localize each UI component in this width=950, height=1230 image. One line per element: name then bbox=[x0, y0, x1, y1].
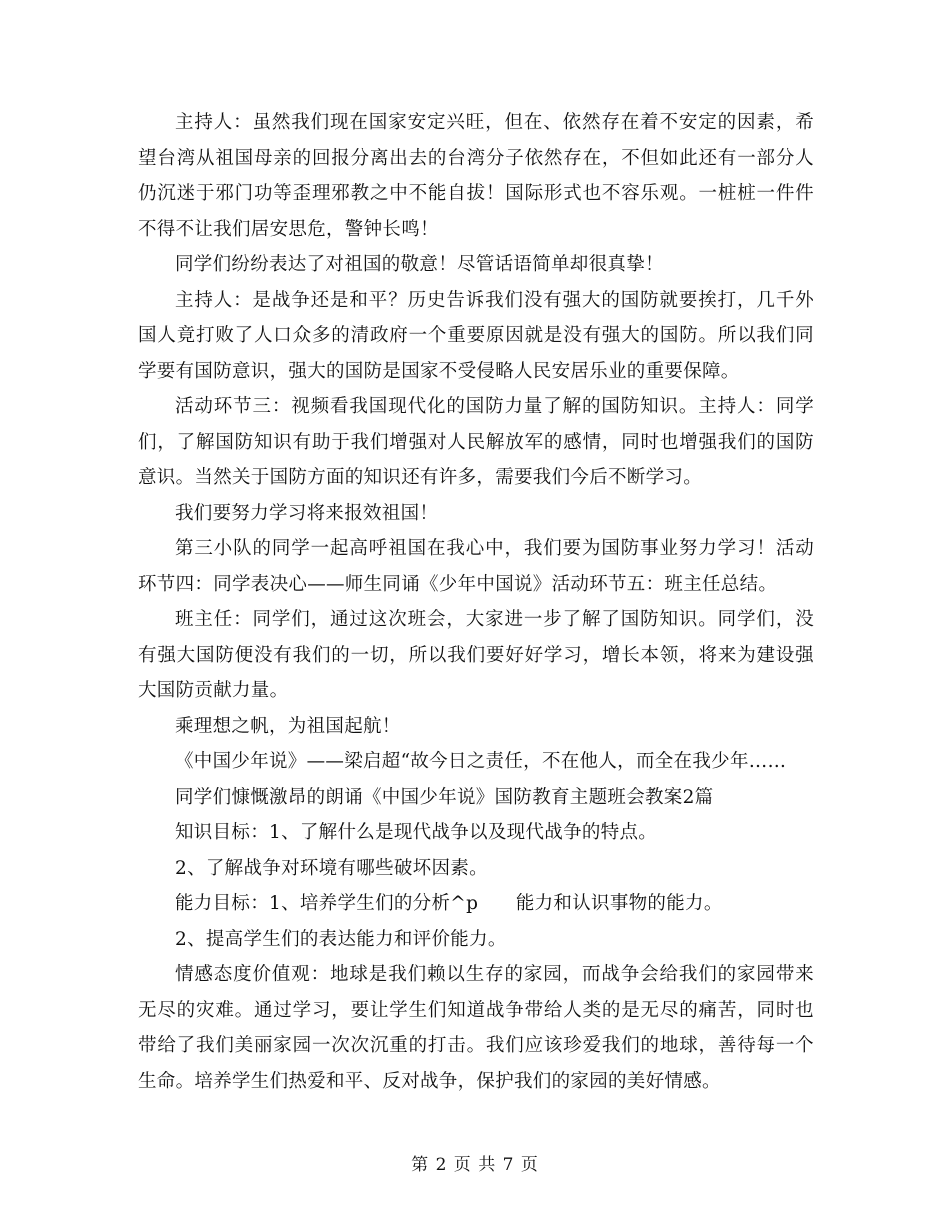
paragraph: 《中国少年说》——梁启超“故今日之责任，不在他人，而全在我少年…… bbox=[175, 751, 787, 772]
paragraph: 乘理想之帆，为祖国起航！ bbox=[175, 715, 401, 737]
paragraph: 同学们慷慨激昂的朗诵《中国少年说》国防教育主题班会教案2篇 bbox=[175, 786, 714, 808]
paragraph: 我们要努力学习将来报效祖国！ bbox=[175, 502, 439, 524]
paragraph: 情感态度价值观：地球是我们赖以生存的家园，而战争会给我们的家园带来无尽的灾难。通过学习，要让学生们知道战争带给人类的是无尽的痛苦，同时也带给了我们美丽家园一次次沉重的打击。我们应该珍爱我们的地球，善待每一个生命。培养学生们热爱和平、反对战争，保护我们的家园的美好情感。 bbox=[138, 964, 814, 1092]
paragraph: 同学们纷纷表达了对祖国的敬意！尽管话语简单却很真挚！ bbox=[175, 254, 664, 275]
page-number-footer: 第 2 页 共 7 页 bbox=[411, 1155, 539, 1175]
paragraph: 知识目标：1、了解什么是现代战争以及现代战争的特点。 bbox=[175, 822, 658, 843]
document-body bbox=[138, 105, 814, 1099]
paragraph: 2、提高学生们的表达能力和评价能力。 bbox=[175, 928, 507, 950]
paragraph: 2、了解战争对环境有哪些破坏因素。 bbox=[175, 857, 488, 879]
paragraph: 主持人：是战争还是和平？历史告诉我们没有强大的国防就要挨打，几千外国人竟打败了人口众多的清政府一个重要原因就是没有强大的国防。所以我们同学要有国防意识，强大的国防是国家不受侵略人民安居乐业的重要保障。 bbox=[138, 289, 814, 382]
paragraph: 活动环节三：视频看我国现代化的国防力量了解的国防知识。主持人：同学们，了解国防知识有助于我们增强对人民解放军的感情，同时也增强我们的国防意识。当然关于国防方面的知识还有许多，需要我们今后不断学习。 bbox=[138, 396, 814, 488]
paragraph: 班主任：同学们，通过这次班会，大家进一步了解了国防知识。同学们，没有强大国防便没有我们的一切，所以我们要好好学习，增长本领，将来为建设强大国防贡献力量。 bbox=[138, 609, 814, 701]
paragraph: 主持人：虽然我们现在国家安定兴旺，但在、依然存在着不安定的因素，希望台湾从祖国母亲的回报分离出去的台湾分子依然存在，不但如此还有一部分人仍沉迷于邪门功等歪理邪教之中不能自拔！国际形式也不容乐观。一桩桩一件件不得不让我们居安思危，警钟长鸣！ bbox=[138, 112, 814, 240]
paragraph: 第三小队的同学一起高呼祖国在我心中，我们要为国防事业努力学习！活动环节四：同学表决心——师生同诵《少年中国说》活动环节五：班主任总结。 bbox=[138, 538, 814, 595]
paragraph: 能力目标：1、培养学生们的分析^p 能力和认识事物的能力。 bbox=[175, 893, 723, 914]
